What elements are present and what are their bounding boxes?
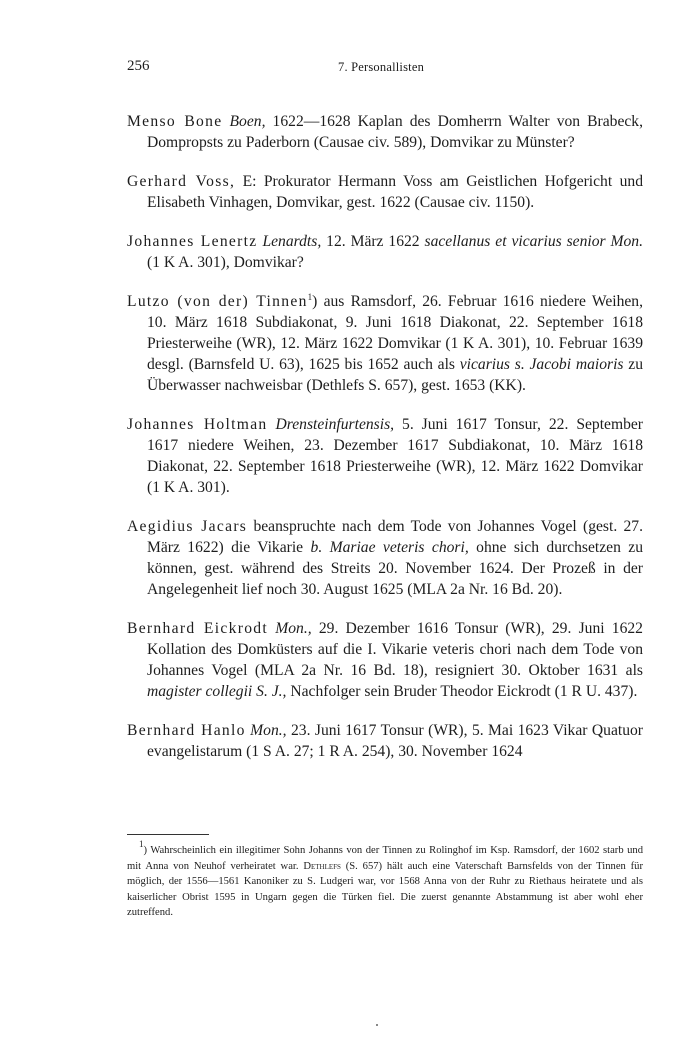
footnote [127,839,643,921]
footnote-marker: 1 [139,839,144,849]
page-number: 256 [127,58,150,74]
entry-name: Aegidius Jacars [127,517,248,535]
entry-text: 23. Juni 1617 Tonsur (WR), 5. Mai 1623 Vikar Quatuor evangelistarum (1 S A. 27; 1 R A. 254), 30. November 1624 [147,721,643,760]
entry-name: Bernhard Hanlo [127,721,246,739]
footnote-author: Dethlefs [303,860,341,872]
entry-italic-text: Mon., [275,619,312,637]
entry-italic-text: sacellanus et vicarius senior Mon. [424,232,643,250]
entry-italic-text: b. Mariae veteris chori, [310,538,469,556]
entry-text [222,113,229,130]
entry-name: Gerhard Voss, [127,172,236,190]
footnote-ref: 1 [307,291,313,302]
person-entry [127,171,643,213]
entry-name: Lutzo (von der) Tinnen [127,292,308,310]
entry-italic-text: Boen, [229,112,266,130]
person-entry [127,618,643,702]
person-entry [127,414,643,498]
person-entry [127,111,643,153]
entry-italic-text: Lenardts, [262,232,322,250]
person-entry [127,516,643,600]
entry-text: (1 K A. 301), Domvikar? [147,253,304,271]
entry-text: beanspruchte nach dem Tode von Johannes Vogel (gest. 27. März 1622) die Vikarie [147,517,643,556]
entry-text: 29. Dezember 1616 Tonsur (WR), 29. Juni 1622 Kollation des Domküsters auf die I. Vikarie veteris chori nach dem Tode von Johannes Vogel (MLA 2a Nr. 16 Bd. 18), resigniert 30. Oktober 1631 als [147,619,643,679]
footnote-rule [127,834,209,835]
person-entry [127,231,643,273]
footnote-text-a: ) Wahrscheinlich ein illegitimer Sohn Johanns von der Tinnen zu Rolinghof im Ksp. Ramsdorf, der 1602 starb und mit Anna von Neuhof verheiratet war. [127,845,643,872]
footnote-text-b: (S. 657) hält auch eine Vaterschaft Barnsfelds von der Tinnen für möglich, der 1556—1561 Kanoniker zu S. Ludgeri war, vor 1568 Anna von der Ruhr zu Riethaus heiratete und als kaiserlicher Obrist 1595 in Ungarn gegen die Türken fiel. Die zuerst genannte Abstammung ist aber wohl eher zutreffend. [127,860,643,918]
entry-text: Nachfolger sein Bruder Theodor Eickrodt (1 R U. 437). [286,682,638,700]
entries-list [127,95,643,780]
entry-text [268,416,276,433]
entry-text: 12. März 1622 [321,232,425,250]
entry-name: Johannes Lenertz [127,232,258,250]
entry-text: 5. Juni 1617 Tonsur, 22. September 1617 niedere Weihen, 23. Dezember 1617 Subdiakonat, 10. März 1618 Diakonat, 22. September 1618 Priesterweihe (WR), 12. März 1622 Domvikar (1 K A. 301). [147,415,644,496]
running-head: 7. Personallisten [338,60,425,74]
person-entry [127,720,643,762]
entry-text: zu Überwasser nachweisbar (Dethlefs S. 657), gest. 1653 (KK). [147,355,643,394]
entry-name: Menso Bone [127,112,223,130]
entry-name: Bernhard Eickrodt [127,619,269,637]
entry-italic-text: Mon., [250,721,287,739]
entry-text: E: Prokurator Hermann Voss am Geistlichen Hofgericht und Elisabeth Vinhagen, Domvikar, gest. 1622 (Causae civ. 1150). [147,172,643,211]
entry-text: 1622—1628 Kaplan des Domherrn Walter von Brabeck, Dompropsts zu Paderborn (Causae civ. 589), Domvikar zu Münster? [147,112,644,151]
entry-name: Johannes Holtman [127,415,268,433]
person-entry [127,291,643,396]
entry-text: ) aus Ramsdorf, 26. Februar 1616 niedere Weihen, 10. März 1618 Subdiakonat, 9. Juni 1618 Diakonat, 22. September 1618 Priesterweihe (WR), 12. März 1622 Domvikar (1 K A. 301), 10. Februar 1639 desgl. (Barnsfeld U. 63), 1625 bis 1652 auch als [147,292,644,373]
entry-italic-text: Drensteinfurtensis, [275,415,395,433]
entry-italic-text: vicarius s. Jacobi maioris [459,355,624,373]
page-speck [376,1024,378,1026]
entry-italic-text: magister collegii S. J., [147,682,287,700]
entry-text: ohne sich durchsetzen zu können, gest. während des Streits 20. November 1624. Der Prozeß in der Angelegenheit lief noch 30. August 1625 (MLA 2a Nr. 16 Bd. 20). [147,538,643,598]
